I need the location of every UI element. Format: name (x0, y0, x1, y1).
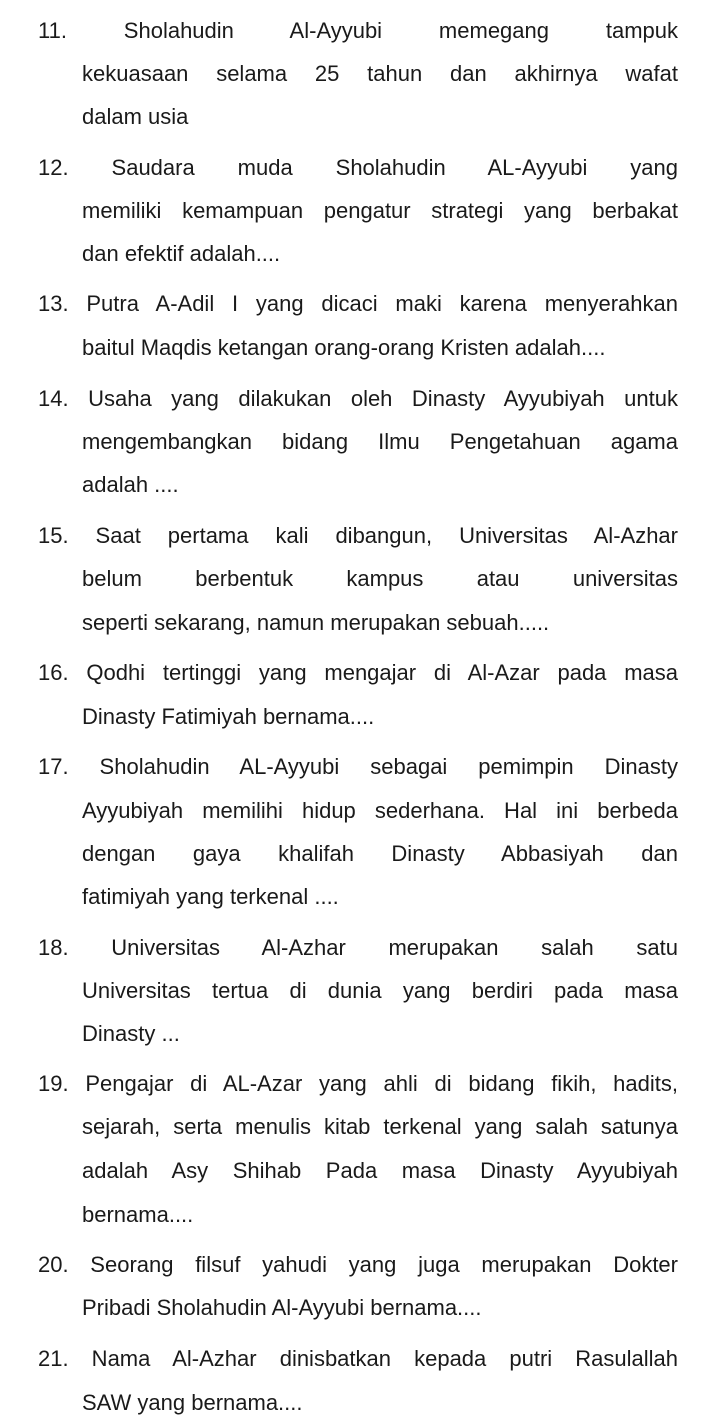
question-13-line-2: baitul Maqdis ketangan orang-orang Kristen adalah.... (82, 335, 606, 360)
question-18-line-1: 18. Universitas Al-Azhar merupakan salah satu (38, 935, 678, 960)
question-14-line-1: 14. Usaha yang dilakukan oleh Dinasty Ayyubiyah untuk (38, 386, 678, 411)
question-12-line-3: dan efektif adalah.... (82, 241, 281, 266)
question-17-line-2: Ayyubiyah memilihi hidup sederhana. Hal ini berbeda (82, 798, 678, 823)
question-17-line-3: dengan gaya khalifah Dinasty Abbasiyah dan (82, 841, 678, 866)
question-17-line-1: 17. Sholahudin AL-Ayyubi sebagai pemimpin Dinasty (38, 754, 678, 779)
question-19-line-1: 19. Pengajar di AL-Azar yang ahli di bidang fikih, hadits, (38, 1071, 678, 1096)
question-12-line-2: memiliki kemampuan pengatur strategi yang berbakat (82, 198, 678, 223)
question-11-line-3: dalam usia (82, 104, 189, 129)
question-15-line-3: seperti sekarang, namun merupakan sebuah..... (82, 610, 550, 635)
question-20-line-2: Pribadi Sholahudin Al-Ayyubi bernama.... (82, 1295, 482, 1320)
question-19-line-2: sejarah, serta menulis kitab terkenal yang salah satunya (82, 1114, 678, 1139)
question-21-line-1: 21. Nama Al-Azhar dinisbatkan kepada putri Rasulallah (38, 1346, 678, 1371)
question-17-line-4: fatimiyah yang terkenal .... (82, 884, 339, 909)
question-16-line-1: 16. Qodhi tertinggi yang mengajar di Al-Azar pada masa (38, 660, 678, 685)
question-11-line-1: 11. Sholahudin Al-Ayyubi memegang tampuk (38, 18, 678, 43)
question-20-line-1: 20. Seorang filsuf yahudi yang juga merupakan Dokter (38, 1252, 678, 1277)
question-19-line-4: bernama.... (82, 1202, 194, 1227)
question-14-line-2: mengembangkan bidang Ilmu Pengetahuan agama (82, 429, 678, 454)
question-18-line-2: Universitas tertua di dunia yang berdiri pada masa (82, 978, 678, 1003)
question-14-line-3: adalah .... (82, 472, 179, 497)
question-12-line-1: 12. Saudara muda Sholahudin AL-Ayyubi yang (38, 155, 678, 180)
question-18-line-3: Dinasty ... (82, 1021, 180, 1046)
question-19-line-3: adalah Asy Shihab Pada masa Dinasty Ayyubiyah (82, 1158, 678, 1183)
question-11-line-2: kekuasaan selama 25 tahun dan akhirnya wafat (82, 61, 678, 86)
question-16-line-2: Dinasty Fatimiyah bernama.... (82, 704, 375, 729)
question-15-line-2: belum berbentuk kampus atau universitas (82, 566, 678, 591)
question-21-line-2: SAW yang bernama.... (82, 1390, 303, 1415)
question-15-line-1: 15. Saat pertama kali dibangun, Universitas Al-Azhar (38, 523, 678, 548)
question-13-line-1: 13. Putra A-Adil I yang dicaci maki karena menyerahkan (38, 291, 678, 316)
